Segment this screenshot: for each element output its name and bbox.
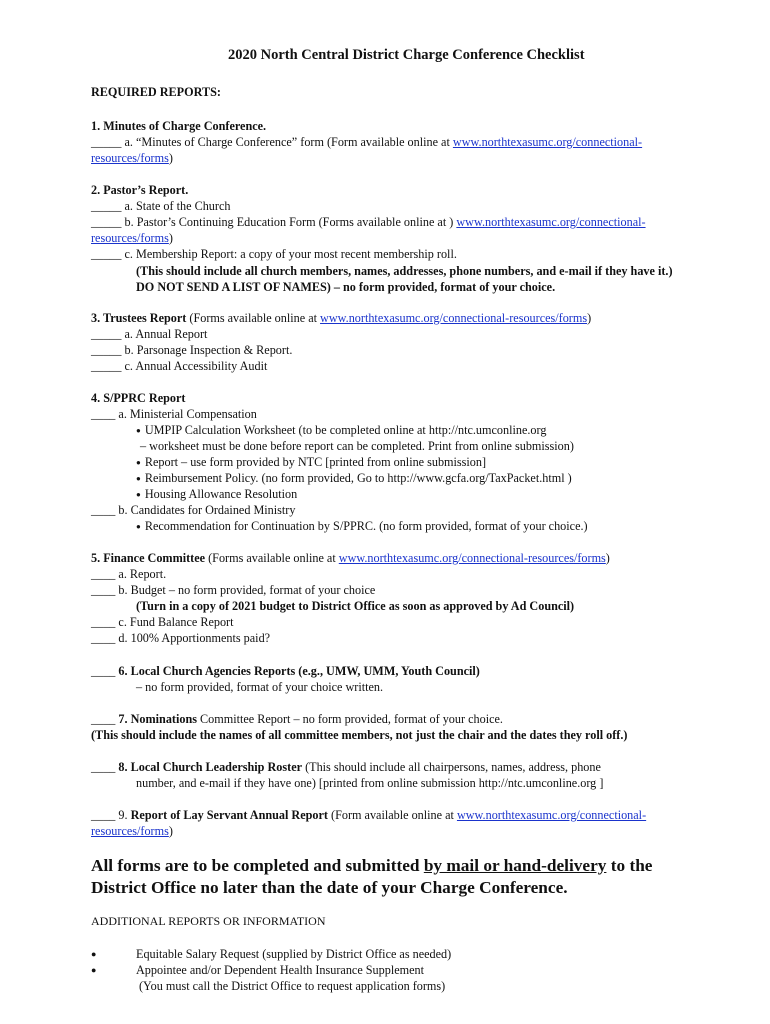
forms-link[interactable]: resources/forms xyxy=(91,231,169,245)
section-6-heading: 6. Local Church Agencies Reports (e.g., UMW, UMM, Youth Council) xyxy=(118,664,480,678)
section-4-bullet-umpip: ● UMPIP Calculation Worksheet (to be completed online at http://ntc.umconline.org xyxy=(136,423,546,439)
section-5-budget-note: (Turn in a copy of 2021 budget to District Office as soon as approved by Ad Council) xyxy=(136,599,575,613)
submission-notice-line-2: District Office no later than the date of your Charge Conference. xyxy=(91,878,568,897)
required-reports-heading: REQUIRED REPORTS: xyxy=(91,85,221,99)
section-4-bullet-recommendation: ● Recommendation for Continuation by S/PPRC. (no form provided, format of your choice.) xyxy=(136,519,588,535)
forms-link[interactable]: resources/forms xyxy=(91,151,169,165)
section-3-item-a: _____ a. Annual Report xyxy=(91,327,208,341)
section-3-heading: 3. Trustees Report xyxy=(91,311,187,325)
section-1-item-a-text: _____ a. “Minutes of Charge Conference” form (Form available online at xyxy=(91,135,453,149)
forms-link[interactable]: www.northtexasumc.org/connectional- xyxy=(456,215,646,229)
bullet-icon: ● xyxy=(91,949,97,959)
forms-link[interactable]: www.northtexasumc.org/connectional-resources/forms xyxy=(338,551,606,565)
section-4-bullet-report: ● Report – use form provided by NTC [printed from online submission] xyxy=(136,455,486,471)
section-4-heading: 4. S/PPRC Report xyxy=(91,391,186,405)
section-8-note: number, and e-mail if they have one) [printed from online submission http://ntc.umconline.org ] xyxy=(136,776,604,790)
section-2-item-c: _____ c. Membership Report: a copy of your most recent membership roll. xyxy=(91,247,457,261)
section-8-heading: 8. Local Church Leadership Roster xyxy=(118,760,303,774)
section-3-heading-line: 3. Trustees Report (Forms available online at www.northtexasumc.org/connectional-resources/forms) xyxy=(91,311,592,325)
section-4-bullet-reimbursement: ● Reimbursement Policy. (no form provided, Go to http://www.gcfa.org/TaxPacket.html ) xyxy=(136,471,572,487)
section-7-note: (This should include the names of all committee members, not just the chair and the dates they roll off.) xyxy=(91,728,628,742)
additional-item-salary: Equitable Salary Request (supplied by District Office as needed) xyxy=(136,947,452,961)
section-9-line: ____ 9. Report of Lay Servant Annual Report (Form available online at www.northtexasumc.org/connectional- xyxy=(91,808,647,822)
forms-link[interactable]: resources/forms xyxy=(91,824,169,838)
section-7-heading: 7. Nominations xyxy=(118,712,197,726)
section-1-item-a xyxy=(91,135,642,150)
forms-link[interactable]: www.northtexasumc.org/connectional- xyxy=(456,808,647,822)
section-4-bullet-housing: ● Housing Allowance Resolution xyxy=(136,487,297,503)
section-2-item-a: _____ a. State of the Church xyxy=(91,199,231,213)
forms-link[interactable]: www.northtexasumc.org/connectional- xyxy=(452,135,643,149)
section-4-item-b: ____ b. Candidates for Ordained Ministry xyxy=(91,503,296,517)
section-3-item-b: _____ b. Parsonage Inspection & Report. xyxy=(91,343,293,357)
section-5-heading: 5. Finance Committee xyxy=(91,551,206,565)
section-4-item-a: ____ a. Ministerial Compensation xyxy=(91,407,257,421)
section-5-item-b: ____ b. Budget – no form provided, format of your choice xyxy=(91,583,376,597)
bullet-icon: ● xyxy=(91,965,97,975)
section-6-line: ____ 6. Local Church Agencies Reports (e.g., UMW, UMM, Youth Council) xyxy=(91,664,480,678)
section-8-line: ____ 8. Local Church Leadership Roster (This should include all chairpersons, names, address, phone xyxy=(91,760,601,774)
section-5-item-c: ____ c. Fund Balance Report xyxy=(91,615,234,629)
section-2-note-2: DO NOT SEND A LIST OF NAMES) – no form provided, format of your choice. xyxy=(136,280,556,294)
section-9-heading: Report of Lay Servant Annual Report xyxy=(130,808,328,822)
section-5-item-a: ____ a. Report. xyxy=(91,567,167,581)
section-1-item-a-cont: resources/forms) xyxy=(91,151,173,165)
section-9-line-cont: resources/forms) xyxy=(91,824,173,838)
section-5-heading-line: 5. Finance Committee (Forms available online at www.northtexasumc.org/connectional-resources/forms) xyxy=(91,551,610,565)
section-2-item-b: _____ b. Pastor’s Continuing Education Form (Forms available online at ) www.northtexasumc.org/connectional- xyxy=(91,215,646,229)
additional-reports-heading: ADDITIONAL REPORTS OR INFORMATION xyxy=(91,914,326,928)
forms-link[interactable]: www.northtexasumc.org/connectional-resources/forms xyxy=(320,311,588,325)
section-7-line: ____ 7. Nominations Committee Report – no form provided, format of your choice. xyxy=(91,712,503,726)
section-6-note: – no form provided, format of your choice written. xyxy=(136,680,384,694)
section-2-note-1: (This should include all church members, names, addresses, phone numbers, and e-mail if they have it.) xyxy=(136,264,673,278)
additional-item-insurance-note: (You must call the District Office to request application forms) xyxy=(139,979,446,993)
additional-item-insurance: Appointee and/or Dependent Health Insurance Supplement xyxy=(136,963,425,977)
page-title: 2020 North Central District Charge Conference Checklist xyxy=(228,47,585,63)
section-5-item-d: ____ d. 100% Apportionments paid? xyxy=(91,631,271,645)
section-3-item-c: _____ c. Annual Accessibility Audit xyxy=(91,359,268,373)
submission-notice-line-1: All forms are to be completed and submitted by mail or hand-delivery to the xyxy=(91,856,653,875)
section-1-heading: 1. Minutes of Charge Conference. xyxy=(91,119,267,133)
section-2-heading: 2. Pastor’s Report. xyxy=(91,183,189,197)
section-2-item-b-cont: resources/forms) xyxy=(91,231,173,245)
section-4-bullet-umpip-cont: – worksheet must be done before report can be completed. Print from online submission) xyxy=(140,439,574,453)
submission-method: by mail or hand-delivery xyxy=(423,856,607,875)
